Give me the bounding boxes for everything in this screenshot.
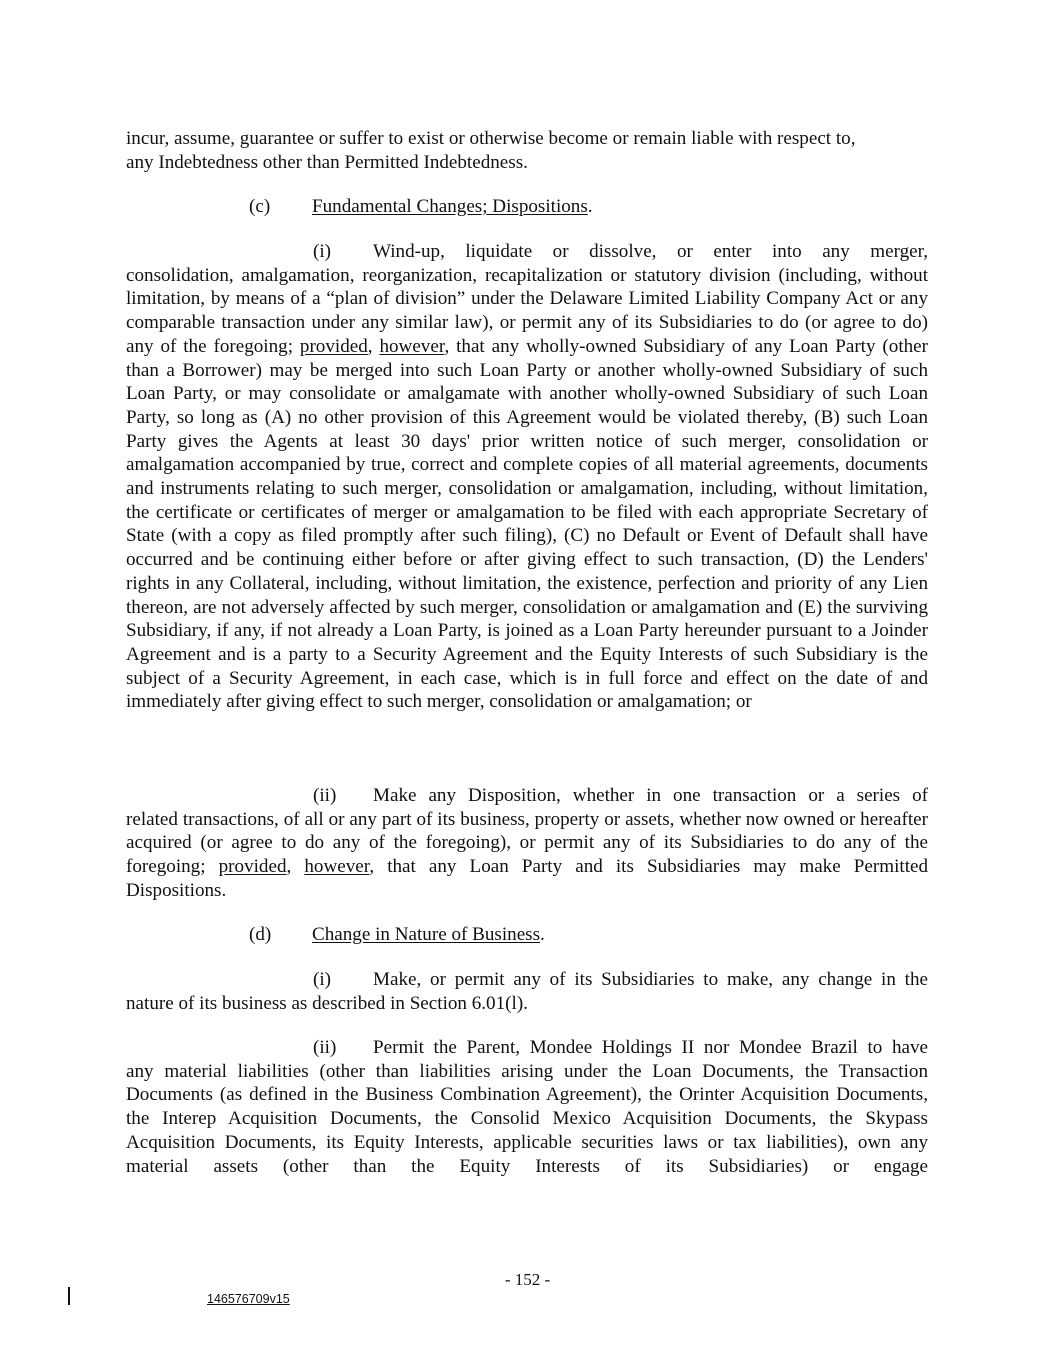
paragraph-c-ii-label: (ii)	[313, 785, 337, 806]
provided-term: provided	[299, 335, 368, 357]
paragraph-c-i-label: (i)	[313, 241, 332, 262]
paragraph-d-ii	[126, 1036, 928, 1178]
paragraph-c-i	[126, 240, 928, 714]
paragraph-d-i-lead: Make, or permit any of its Subsidiaries to make, any change in the	[373, 969, 928, 990]
term-separator: ,	[286, 856, 305, 878]
term-separator: ,	[367, 335, 380, 357]
paragraph-c-i-text-b: , that any wholly-owned Subsidiary of any Loan Party (other than a Borrower) may be merged into such Loan Party or another wholly-owned Subsidiary of such Loan Party, or may consolidate or amalgamate with another wholly-owned Subsidiary of such Loan Party, so long as (A) no other provision of this Agreement would be violated thereby, (B) such Loan Party gives the Agents at least 30 days' prior written notice of such merger, consolidation or amalgamation accompanied by true, correct and complete copies of all material agreements, documents and instruments relating to such merger, consolidation or amalgamation, including, without limitation, the certificate or certificates of merger or amalgamation to be filed with each appropriate Secretary of State (with a copy as filed promptly after such filing), (C) no Default or Event of Default shall have occurred and be continuing either before or after giving effect to such transaction, (D) the Lenders' rights in any Collateral, including, without limitation, the existence, perfection and priority of any Lien thereon, are not adversely affected by such merger, consolidation or amalgamation and (E) the surviving Subsidiary, if any, if not already a Loan Party, is joined as a Loan Party hereunder pursuant to a Joinder Agreement and is a party to a Security Agreement and the Equity Interests of such Subsidiary is the subject of a Security Agreement, in each case, which is in full force and effect on the date of and immediately after giving effect to such merger, consolidation or amalgamation; or	[126, 335, 929, 713]
paragraph-d-ii-label: (ii)	[313, 1037, 337, 1058]
revision-change-bar	[68, 1287, 70, 1305]
paragraph-c-i-body	[126, 264, 928, 714]
paragraph-c-i-first-line	[126, 240, 928, 264]
section-d-heading	[249, 923, 545, 947]
paragraph-d-ii-lead: Permit the Parent, Mondee Holdings II nor Mondee Brazil to have	[373, 1037, 928, 1058]
page-number: - 152 -	[504, 1270, 551, 1289]
paragraph-c-ii-lead: Make any Disposition, whether in one transaction or a series of	[373, 785, 928, 806]
paragraph-d-i-body: nature of its business as described in Section 6.01(l).	[126, 992, 528, 1014]
section-d-title: Change in Nature of Business	[312, 924, 541, 945]
section-c-label: (c)	[249, 196, 271, 217]
section-d-label: (d)	[249, 924, 272, 945]
however-term: however	[379, 335, 445, 357]
section-c-title: Fundamental Changes; Dispositions	[312, 196, 588, 217]
section-c-heading	[249, 195, 593, 219]
paragraph-d-i-label: (i)	[313, 969, 332, 990]
paragraph-c-ii-text-b: , that any Loan Party and its Subsidiaries may make Permitted Dispositions.	[126, 856, 929, 901]
provided-term: provided	[218, 856, 287, 878]
paragraph-c-ii-text-a: related transactions, of all or any part of its business, property or assets, whether now owned or hereafter acquired (or agree to do any of the foregoing), or permit any of its Subsidiaries to do any of the foregoing;	[126, 808, 928, 878]
paragraph-c-ii-first-line	[126, 784, 928, 808]
intro-paragraph	[126, 127, 928, 174]
paragraph-d-ii-first-line	[126, 1036, 928, 1060]
paragraph-d-i	[126, 968, 928, 1015]
document-id: 146576709v15	[207, 1292, 290, 1306]
intro-line-1: incur, assume, guarantee or suffer to exist or otherwise become or remain liable with respect to,	[126, 128, 856, 149]
paragraph-c-i-lead: Wind-up, liquidate or dissolve, or enter into any merger,	[373, 241, 928, 262]
paragraph-d-i-first-line	[126, 968, 928, 992]
paragraph-d-ii-body: any material liabilities (other than liabilities arising under the Loan Documents, the Transaction Documents (as defined in the Business Combination Agreement), the Orinter Acquisition Documents, the Interep Acquisition Documents, the Consolid Mexico Acquisition Documents, the Skypass Acquisition Documents, its Equity Interests, applicable securities laws or tax liabilities), own any material assets (other than the Equity Interests of its Subsidiaries) or engage	[126, 1060, 928, 1177]
paragraph-c-ii	[126, 784, 928, 903]
section-d-trail: .	[540, 924, 545, 945]
paragraph-c-i-text-a: consolidation, amalgamation, reorganization, recapitalization or statutory division (including, without limitation, by means of a “plan of division” under the Delaware Limited Liability Company Act or any comparable transaction under any similar law), or permit any of its Subsidiaries to do (or agree to do) any of the foregoing;	[126, 264, 928, 357]
paragraph-c-ii-body	[126, 808, 928, 903]
section-c-trail: .	[587, 196, 593, 217]
intro-line-2: any Indebtedness other than Permitted Indebtedness.	[126, 151, 528, 173]
however-term: however	[304, 856, 370, 878]
